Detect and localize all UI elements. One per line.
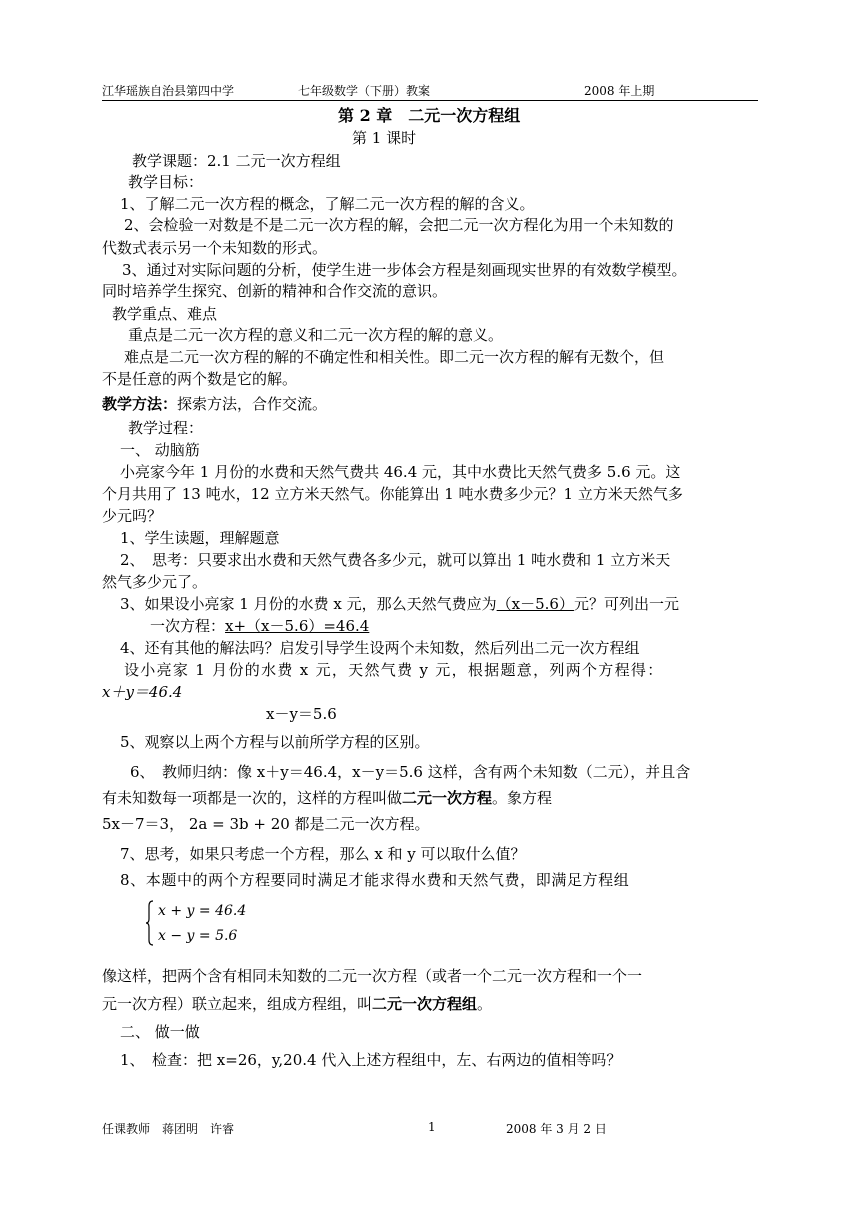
difficult-point: 难点是二元一次方程的解的不确定性和相关性。即二元一次方程的解有无数个，但	[124, 348, 665, 366]
process-heading: 教学过程：	[128, 419, 204, 437]
term-binary-linear-equation: 二元一次方程	[402, 789, 493, 807]
header-course: 七年级数学（下册）教案	[298, 84, 431, 98]
method-label: 教学方法：	[102, 395, 178, 413]
header-term: 2008 年上期	[584, 84, 655, 98]
goal-2: 2、会检验一对数是不是二元一次方程的解，会把二元一次方程化为用一个未知数的	[124, 216, 674, 234]
step-6-cont: 有未知数每一项都是一次的，这样的方程叫做二元一次方程。象方程	[102, 789, 553, 807]
problem-text-end: 少元吗？	[102, 507, 163, 525]
section-2-heading: 二、 做一做	[120, 1023, 200, 1041]
key-point: 重点是二元一次方程的意义和二元一次方程的解的意义。	[128, 326, 504, 344]
equation-1: x＋y＝46.4	[102, 683, 183, 701]
goal-3-cont: 同时培养学生探究、创新的精神和合作交流的意识。	[102, 282, 448, 300]
key-heading: 教学重点、难点	[112, 305, 218, 323]
linear-equation: x+（x－5.6）=46.4	[225, 617, 370, 635]
step-4: 4、还有其他的解法吗？启发引导学生设两个未知数，然后列出二元一次方程组	[120, 639, 640, 657]
footer-date: 2008 年 3 月 2 日	[506, 1122, 607, 1136]
system-brace-icon	[146, 900, 154, 946]
lesson-number: 第 1 课时	[352, 129, 417, 147]
lesson-topic: 教学课题：2.1 二元一次方程组	[132, 152, 341, 170]
gas-fee-expression: （x－5.6）	[496, 595, 574, 613]
step-1: 1、学生读题，理解题意	[120, 529, 280, 547]
step-3-equation: 一次方程：x+（x－5.6）=46.4	[150, 617, 370, 635]
chapter-title: 第 2 章 二元一次方程组	[338, 106, 521, 125]
step-6: 6、 教师归纳：像 x＋y＝46.4，x－y＝5.6 这样，含有两个未知数（二元），并且含	[130, 763, 691, 781]
system-equation-1: x + y = 46.4	[158, 903, 247, 919]
problem-text-cont: 个月共用了 13 吨水，12 立方米天然气。你能算出 1 吨水费多少元？1 立方米天然气多	[102, 485, 683, 503]
goal-3: 3、通过对实际问题的分析，使学生进一步体会方程是刻画现实世界的有效数学模型。	[122, 261, 687, 279]
step-3: 3、如果设小亮家 1 月份的水费 x 元，那么天然气费应为（x－5.6）元？可列出一元	[120, 595, 679, 613]
step-5: 5、观察以上两个方程与以前所学方程的区别。	[120, 733, 430, 751]
step-6-examples: 5x－7＝3， 2a = 3b + 20 都是二元一次方程。	[102, 815, 430, 833]
teaching-method	[102, 394, 327, 414]
equation-2: x－y＝5.6	[266, 705, 337, 723]
step-4-setup: 设小亮家 1 月份的水费 x 元，天然气费 y 元，根据题意，列两个方程得：	[124, 661, 664, 679]
page-footer	[102, 1120, 758, 1136]
goal-1: 1、了解二元一次方程的概念，了解二元一次方程的解的含义。	[120, 195, 535, 213]
problem-text: 小亮家今年 1 月份的水费和天然气费共 46.4 元，其中水费比天然气费多 5.6 元。这	[120, 463, 681, 481]
page-header	[102, 82, 758, 101]
check-step: 1、 检查：把 x=26，y,20.4 代入上述方程组中，左、右两边的值相等吗？	[120, 1051, 622, 1069]
method-text: 探索方法，合作交流。	[177, 395, 328, 413]
difficult-point-cont: 不是任意的两个数是它的解。	[102, 370, 298, 388]
goals-heading: 教学目标：	[128, 173, 204, 191]
section-1-heading: 一、 动脑筋	[120, 441, 200, 459]
definition-text-cont: 元一次方程）联立起来，组成方程组，叫二元一次方程组。	[102, 995, 493, 1013]
step-2-cont: 然气多少元了。	[102, 573, 208, 591]
step-8: 8、本题中的两个方程要同时满足才能求得水费和天然气费，即满足方程组	[120, 871, 630, 889]
footer-teacher: 任课教师 蒋团明 许睿	[102, 1122, 235, 1136]
header-school: 江华瑶族自治县第四中学	[102, 84, 235, 98]
term-system-of-equations: 二元一次方程组	[372, 995, 478, 1013]
page-number: 1	[428, 1120, 436, 1134]
goal-2-cont: 代数式表示另一个未知数的形式。	[102, 239, 328, 257]
system-equation-2: x − y = 5.6	[158, 928, 238, 944]
step-7: 7、思考，如果只考虑一个方程，那么 x 和 y 可以取什么值？	[120, 845, 526, 863]
definition-text: 像这样，把两个含有相同未知数的二元一次方程（或者一个二元一次方程和一个一	[102, 967, 643, 985]
step-2: 2、 思考：只要求出水费和天然气费各多少元，就可以算出 1 吨水费和 1 立方米天	[120, 551, 671, 569]
